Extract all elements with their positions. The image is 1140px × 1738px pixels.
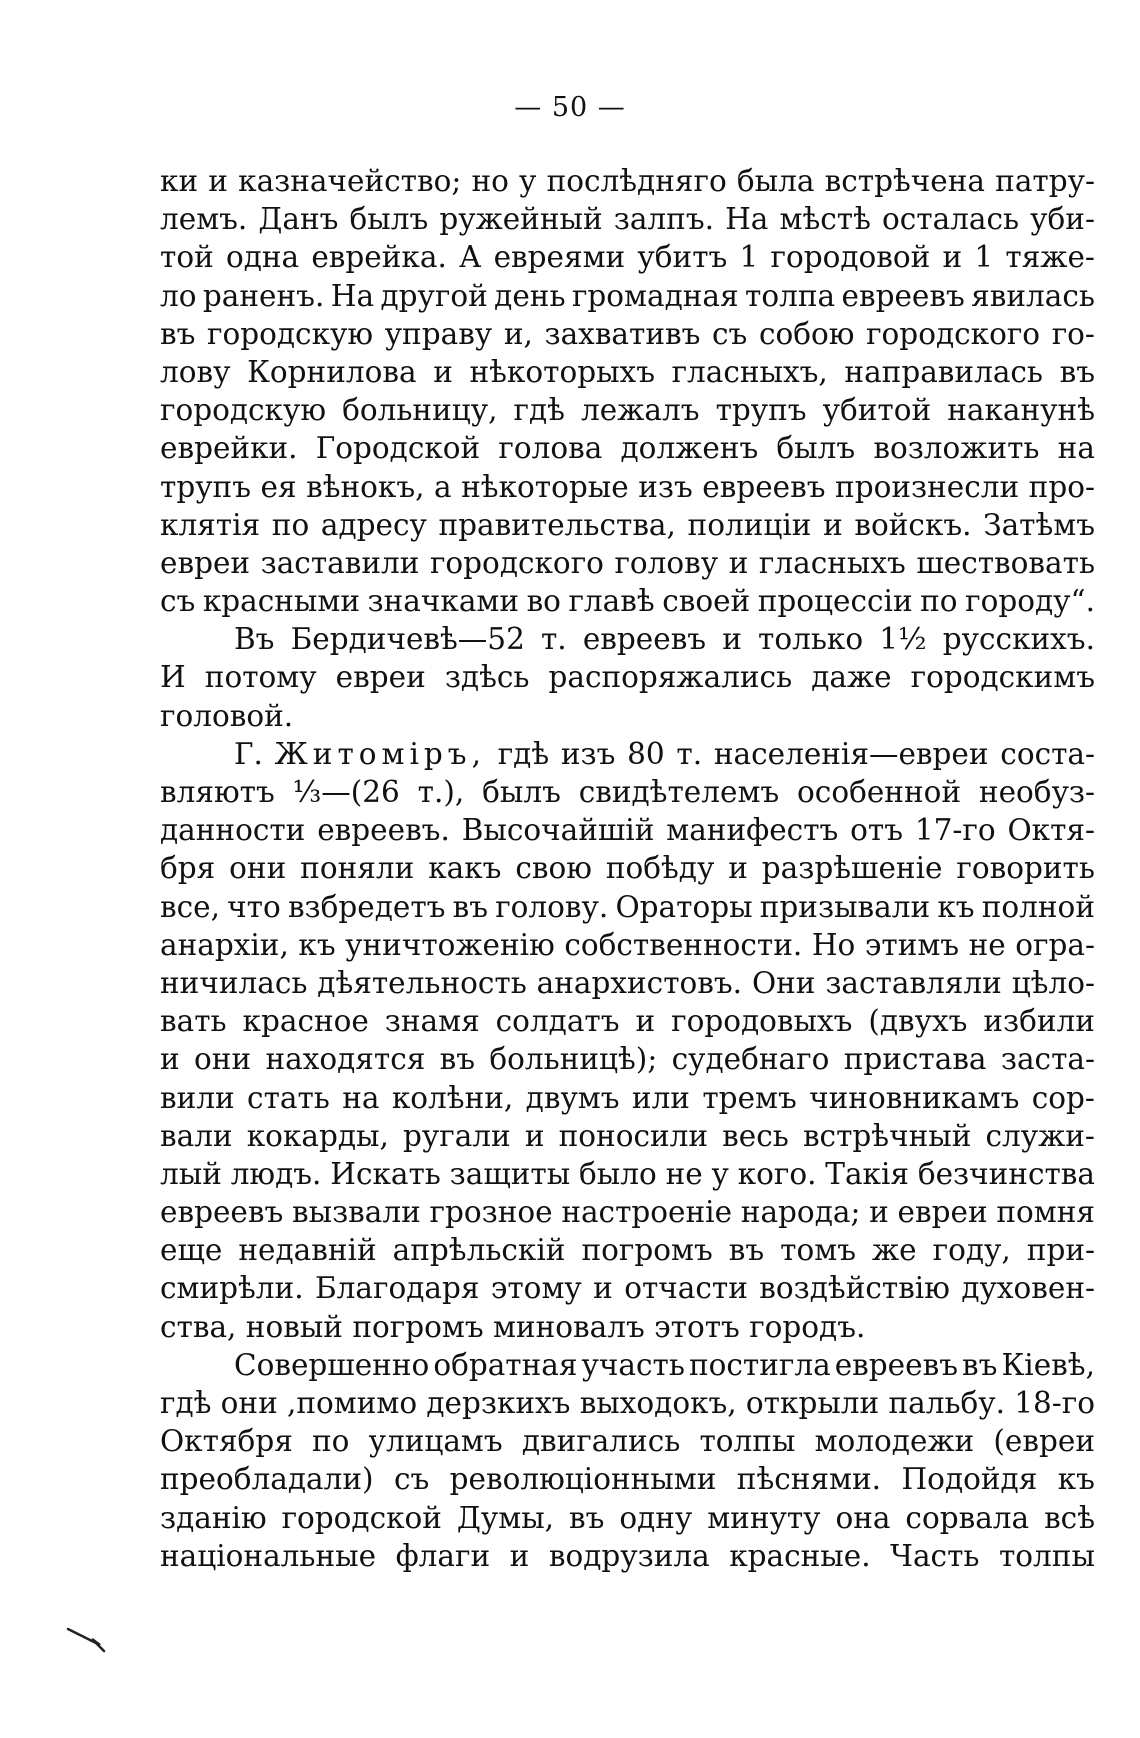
text-line: съ красными значками во главѣ своей процессіи по городу“. bbox=[160, 584, 1095, 619]
text-line: Октября по улицамъ двигались толпы молодежи (евреи bbox=[160, 1424, 1095, 1459]
text-line: головой. bbox=[160, 698, 294, 733]
text-line: Въ Бердичевѣ—52 т. евреевъ и только 1½ русскихъ. bbox=[234, 622, 1095, 657]
page-number: — 50 — bbox=[514, 92, 626, 123]
text-line: зданію городской Думы, въ одну минуту она сорвала всѣ bbox=[160, 1500, 1095, 1535]
text-line: лову Корнилова и нѣкоторыхъ гласныхъ, направилась въ bbox=[160, 354, 1095, 389]
text-line: въ городскую управу и, захвативъ съ собою городского го- bbox=[160, 316, 1095, 351]
text-line: бря они поняли какъ свою побѣду и разрѣшеніе говорить bbox=[160, 851, 1095, 886]
text-line: и они находятся въ больницѣ); судебнаго пристава заста- bbox=[160, 1042, 1095, 1077]
text-line: гдѣ они ,помимо дерзкихъ выходокъ, открыли пальбу. 18-го bbox=[160, 1386, 1095, 1420]
text-line: ло раненъ. На другой день громадная толпа евреевъ явилась bbox=[160, 278, 1095, 313]
text-line: еврейки. Городской голова долженъ былъ возложить на bbox=[160, 431, 1095, 466]
text-line: Совершенно обратная участь постигла евреевъ въ Кіевѣ, bbox=[234, 1347, 1095, 1382]
text-line: евреевъ вызвали грозное настроеніе народа; и евреи помня bbox=[160, 1195, 1095, 1230]
text-line: анархіи, къ уничтоженію собственности. Но этимъ не огра- bbox=[160, 927, 1095, 962]
text-line: городскую больницу, гдѣ лежалъ трупъ убитой наканунѣ bbox=[160, 393, 1095, 428]
text-line: ничилась дѣятельность анархистовъ. Они заставляли цѣло- bbox=[160, 965, 1095, 1000]
text-line: лемъ. Данъ былъ ружейный залпъ. На мѣстѣ осталась уби- bbox=[160, 202, 1095, 237]
text-line: еще недавній апрѣльскій погромъ въ томъ же году, при- bbox=[160, 1233, 1095, 1268]
text-line: Г. Житоміръ, гдѣ изъ 80 т. населенія—евреи соста- bbox=[234, 736, 1095, 771]
text-line: И потому евреи здѣсь распоряжались даже городскимъ bbox=[160, 660, 1095, 695]
body-text bbox=[160, 162, 1095, 1575]
text-line: лый людъ. Искать защиты было не у кого. Такія безчинства bbox=[160, 1156, 1095, 1191]
margin-pencil-mark bbox=[66, 1625, 106, 1655]
text-line: вляютъ ⅓—(26 т.), былъ свидѣтелемъ особенной необуз- bbox=[160, 775, 1095, 809]
text-line: вили стать на колѣни, двумъ или тремъ чиновникамъ сор- bbox=[160, 1080, 1095, 1115]
text-line: евреи заставили городского голову и гласныхъ шествовать bbox=[160, 545, 1095, 580]
text-line: все, что взбредетъ въ голову. Ораторы призывали къ полной bbox=[160, 889, 1095, 924]
text-line: данности евреевъ. Высочайшій манифестъ отъ 17-го Октя- bbox=[160, 813, 1095, 848]
text-line: преобладали) съ революціонными пѣснями. Подойдя къ bbox=[160, 1462, 1095, 1497]
text-line: той одна еврейка. А евреями убитъ 1 городовой и 1 тяже- bbox=[160, 240, 1095, 275]
text-line: вали кокарды, ругали и поносили весь встрѣчный служи- bbox=[160, 1118, 1095, 1153]
text-line: вать красное знамя солдатъ и городовыхъ (двухъ избили bbox=[160, 1004, 1095, 1039]
text-line: смирѣли. Благодаря этому и отчасти воздѣйствію духовен- bbox=[160, 1271, 1095, 1306]
text-line: національные флаги и водрузила красные. Часть толпы bbox=[160, 1538, 1095, 1573]
text-line: ства, новый погромъ миновалъ этотъ городъ. bbox=[160, 1309, 866, 1344]
text-line: ки и казначейство; но у послѣдняго была встрѣчена патру- bbox=[160, 164, 1095, 198]
text-line: трупъ ея вѣнокъ, а нѣкоторые изъ евреевъ произнесли про- bbox=[160, 469, 1095, 504]
text-line: клятія по адресу правительства, полиціи и войскъ. Затѣмъ bbox=[160, 507, 1095, 542]
